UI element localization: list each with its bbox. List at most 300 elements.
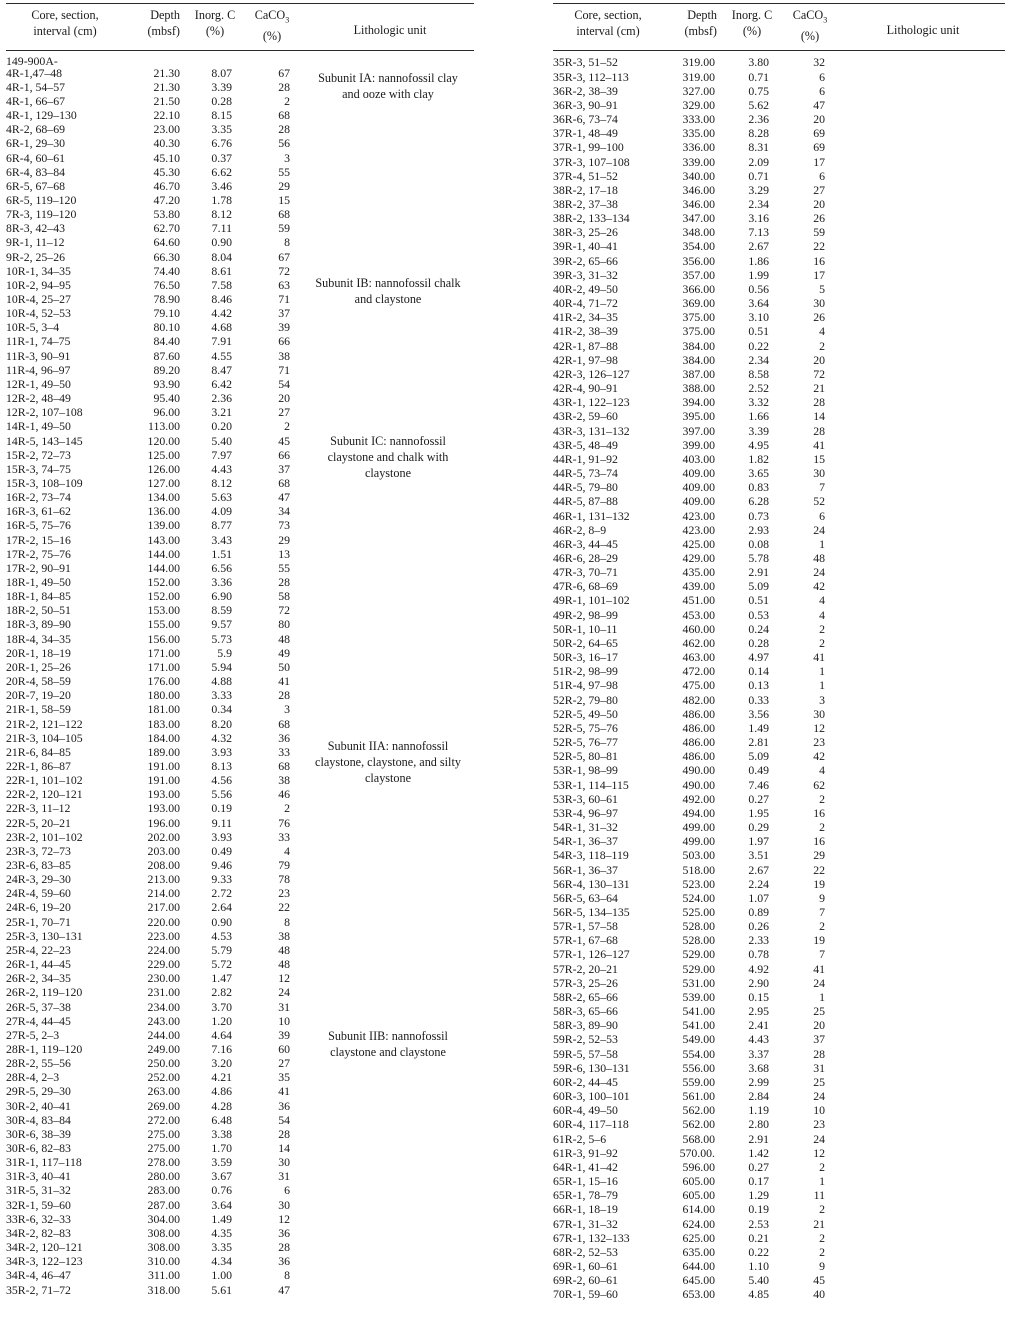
cell-depth: 387.00 — [682, 366, 715, 381]
cell-caco3: 28 — [278, 688, 290, 703]
cell-caco3: 2 — [819, 1159, 825, 1174]
header-inorg-c-right: Inorg. C (%) — [731, 8, 773, 38]
cell-caco3: 36 — [278, 730, 290, 745]
cell-depth: 339.00 — [682, 154, 715, 169]
cell-core: 12R-2, 107–108 — [6, 405, 83, 420]
cell-core: 4R-1, 54–57 — [6, 79, 65, 94]
table-row — [6, 1184, 474, 1198]
cell-depth: 319.00 — [682, 55, 715, 70]
cell-caco3: 16 — [813, 805, 825, 820]
cell-depth: 191.00 — [147, 758, 180, 773]
cell-inorg-c: 8.12 — [211, 207, 232, 222]
cell-core: 38R-2, 133–134 — [553, 211, 630, 226]
cell-caco3: 28 — [813, 1046, 825, 1061]
cell-depth: 429.00 — [682, 551, 715, 565]
cell-inorg-c: 3.32 — [748, 395, 769, 410]
cell-core: 39R-3, 31–32 — [553, 267, 618, 282]
cell-inorg-c: 0.90 — [211, 235, 232, 250]
cell-core: 58R-3, 65–66 — [553, 1004, 618, 1019]
cell-core: 67R-1, 31–32 — [553, 1216, 618, 1231]
table-row — [553, 1203, 1005, 1217]
cell-inorg-c: 0.73 — [748, 508, 769, 523]
cell-inorg-c: 0.13 — [748, 678, 769, 693]
cell-inorg-c: 8.04 — [211, 249, 232, 264]
cell-depth: 605.00 — [682, 1188, 715, 1203]
table-row — [6, 505, 474, 519]
table-row — [553, 864, 1005, 878]
table-row — [553, 184, 1005, 198]
table-row — [6, 1269, 474, 1283]
cell-depth: 202.00 — [147, 829, 180, 844]
cell-depth: 369.00 — [682, 296, 715, 311]
cell-core: 46R-3, 44–45 — [553, 536, 618, 551]
table-row — [6, 845, 474, 859]
cell-inorg-c: 4.64 — [211, 1027, 232, 1042]
table-row — [553, 1062, 1005, 1076]
cell-inorg-c: 0.19 — [748, 1202, 769, 1217]
cell-core: 53R-3, 60–61 — [553, 791, 618, 806]
cell-caco3: 15 — [813, 451, 825, 466]
table-row — [553, 1090, 1005, 1104]
table-row — [553, 566, 1005, 580]
cell-core: 60R-3, 100–101 — [553, 1089, 630, 1104]
cell-inorg-c: 6.62 — [211, 164, 232, 179]
cell-caco3: 48 — [813, 551, 825, 565]
cell-core: 20R-7, 19–20 — [6, 688, 71, 703]
cell-inorg-c: 3.59 — [211, 1155, 232, 1170]
cell-inorg-c: 4.42 — [211, 306, 232, 321]
cell-inorg-c: 6.76 — [211, 136, 232, 151]
cell-inorg-c: 2.91 — [748, 565, 769, 580]
cell-depth: 171.00 — [147, 659, 180, 674]
cell-caco3: 54 — [278, 376, 290, 391]
cell-inorg-c: 4.88 — [211, 674, 232, 689]
cell-depth: 84.40 — [153, 334, 180, 349]
table-row — [553, 56, 1005, 70]
cell-inorg-c: 8.46 — [211, 292, 232, 306]
cell-depth: 366.00 — [682, 281, 715, 296]
cell-depth: 213.00 — [147, 872, 180, 887]
cell-inorg-c: 8.47 — [211, 362, 232, 377]
cell-inorg-c: 3.33 — [211, 688, 232, 703]
cell-caco3: 12 — [278, 971, 290, 986]
cell-core: 11R-1, 74–75 — [6, 334, 71, 349]
cell-depth: 230.00 — [147, 971, 180, 986]
header-core: Core, section, interval (cm) — [31, 8, 99, 38]
cell-inorg-c: 8.13 — [211, 758, 232, 773]
cell-caco3: 13 — [278, 546, 290, 561]
table-row — [6, 1156, 474, 1170]
cell-depth: 283.00 — [147, 1183, 180, 1198]
cell-inorg-c: 3.70 — [211, 999, 232, 1014]
cell-inorg-c: 5.40 — [211, 433, 232, 448]
cell-caco3: 60 — [278, 1041, 290, 1056]
cell-inorg-c: 0.15 — [748, 989, 769, 1004]
cell-caco3: 39 — [278, 320, 290, 335]
cell-inorg-c: 6.48 — [211, 1112, 232, 1127]
cell-depth: 96.00 — [153, 405, 180, 420]
cell-inorg-c: 2.90 — [748, 975, 769, 990]
cell-core: 24R-3, 29–30 — [6, 872, 71, 887]
cell-caco3: 28 — [813, 423, 825, 438]
cell-core: 4R-2, 68–69 — [6, 122, 65, 137]
cell-depth: 346.00 — [682, 197, 715, 211]
header-rule — [6, 50, 474, 51]
cell-depth: 144.00 — [147, 560, 180, 575]
cell-inorg-c: 2.95 — [748, 1004, 769, 1019]
cell-core: 56R-1, 36–37 — [553, 862, 618, 877]
cell-inorg-c: 4.09 — [211, 504, 232, 519]
cell-core: 49R-2, 98–99 — [553, 607, 618, 622]
cell-inorg-c: 5.09 — [748, 579, 769, 594]
cell-inorg-c: 3.51 — [748, 848, 769, 863]
cell-caco3: 2 — [819, 635, 825, 650]
cell-core: 39R-2, 65–66 — [553, 253, 618, 268]
cell-core: 36R-2, 38–39 — [553, 83, 618, 98]
header-inorg-c: Inorg. C (%) — [194, 8, 236, 38]
cell-caco3: 28 — [278, 1240, 290, 1255]
cell-inorg-c: 3.43 — [211, 532, 232, 547]
cell-depth: 217.00 — [147, 900, 180, 915]
table-row — [553, 1175, 1005, 1189]
cell-inorg-c: 4.32 — [211, 730, 232, 745]
cell-inorg-c: 6.56 — [211, 560, 232, 575]
cell-depth: 171.00 — [147, 645, 180, 660]
cell-depth: 152.00 — [147, 589, 180, 604]
cell-depth: 541.00 — [682, 1004, 715, 1019]
cell-depth: 62.70 — [153, 221, 180, 236]
cell-inorg-c: 3.93 — [211, 744, 232, 759]
cell-caco3: 8 — [284, 235, 290, 250]
table-row — [6, 1100, 474, 1114]
cell-inorg-c: 2.72 — [211, 886, 232, 901]
cell-core: 57R-3, 25–26 — [553, 975, 618, 990]
table-row — [6, 831, 474, 845]
table-row — [6, 1284, 474, 1298]
table-row — [553, 637, 1005, 651]
cell-caco3: 33 — [278, 829, 290, 844]
cell-inorg-c: 2.34 — [748, 197, 769, 211]
cell-core: 25R-1, 70–71 — [6, 914, 71, 929]
cell-depth: 529.00 — [682, 947, 715, 962]
table-row — [553, 269, 1005, 283]
cell-inorg-c: 4.85 — [748, 1287, 769, 1302]
cell-inorg-c: 2.82 — [211, 985, 232, 1000]
cell-inorg-c: 2.41 — [748, 1018, 769, 1033]
cell-core: 31R-5, 31–32 — [6, 1183, 71, 1198]
cell-depth: 155.00 — [147, 617, 180, 632]
table-row — [6, 633, 474, 647]
cell-inorg-c: 9.11 — [211, 815, 232, 830]
cell-core: 26R-5, 37–38 — [6, 999, 71, 1014]
cell-caco3: 68 — [278, 207, 290, 222]
cell-inorg-c: 4.86 — [211, 1084, 232, 1099]
cell-depth: 524.00 — [682, 890, 715, 905]
cell-inorg-c: 0.56 — [748, 281, 769, 296]
table-row — [553, 113, 1005, 127]
cell-caco3: 6 — [819, 168, 825, 183]
cell-depth: 23.00 — [153, 122, 180, 137]
cell-inorg-c: 1.97 — [748, 834, 769, 849]
cell-depth: 234.00 — [147, 999, 180, 1014]
cell-caco3: 6 — [284, 1183, 290, 1198]
cell-caco3: 72 — [278, 263, 290, 278]
table-row — [553, 71, 1005, 85]
cell-core: 17R-2, 90–91 — [6, 560, 71, 575]
cell-caco3: 21 — [813, 381, 825, 396]
cell-depth: 625.00 — [682, 1230, 715, 1245]
cell-caco3: 56 — [278, 136, 290, 151]
cell-inorg-c: 3.68 — [748, 1060, 769, 1075]
cell-inorg-c: 5.78 — [748, 551, 769, 565]
cell-core: 43R-5, 48–49 — [553, 437, 618, 452]
cell-depth: 645.00 — [682, 1273, 715, 1288]
cell-inorg-c: 2.36 — [748, 112, 769, 127]
cell-depth: 423.00 — [682, 522, 715, 537]
cell-caco3: 52 — [813, 494, 825, 509]
cell-caco3: 66 — [278, 334, 290, 349]
table-row — [553, 141, 1005, 155]
cell-inorg-c: 6.42 — [211, 376, 232, 391]
cell-depth: 486.00 — [682, 720, 715, 735]
table-row — [553, 467, 1005, 481]
cell-core: 34R-2, 82–83 — [6, 1225, 71, 1240]
cell-caco3: 38 — [278, 773, 290, 788]
table-row — [6, 548, 474, 562]
cell-core: 44R-1, 91–92 — [553, 451, 618, 466]
cell-inorg-c: 1.20 — [211, 1013, 232, 1028]
cell-inorg-c: 3.10 — [748, 310, 769, 325]
table-row — [553, 1246, 1005, 1260]
cell-caco3: 2 — [284, 419, 290, 434]
cell-depth: 21.50 — [153, 93, 180, 108]
cell-core: 11R-3, 90–91 — [6, 348, 71, 363]
cell-caco3: 2 — [819, 621, 825, 636]
table-row — [553, 892, 1005, 906]
table-row — [553, 538, 1005, 552]
cell-inorg-c: 3.56 — [748, 706, 769, 721]
cell-caco3: 59 — [278, 221, 290, 236]
cell-depth: 263.00 — [147, 1084, 180, 1099]
cell-inorg-c: 4.21 — [211, 1070, 232, 1085]
cell-core: 53R-4, 96–97 — [553, 805, 618, 820]
table-row — [6, 887, 474, 901]
cell-inorg-c: 1.49 — [748, 720, 769, 735]
cell-depth: 409.00 — [682, 466, 715, 481]
cell-caco3: 2 — [819, 919, 825, 934]
table-row — [6, 859, 474, 873]
cell-inorg-c: 0.75 — [748, 83, 769, 98]
cell-caco3: 40 — [813, 1287, 825, 1302]
cell-caco3: 27 — [278, 1056, 290, 1071]
table-row — [553, 510, 1005, 524]
table-row — [6, 703, 474, 717]
table-row — [553, 1274, 1005, 1288]
cell-inorg-c: 1.95 — [748, 805, 769, 820]
cell-depth: 21.30 — [153, 79, 180, 94]
table-row — [553, 708, 1005, 722]
cell-core: 15R-3, 108–109 — [6, 475, 83, 490]
cell-core: 17R-2, 75–76 — [6, 546, 71, 561]
table-row — [6, 1142, 474, 1156]
cell-depth: 486.00 — [682, 706, 715, 721]
cell-inorg-c: 1.47 — [211, 971, 232, 986]
table-row — [553, 127, 1005, 141]
cell-core: 17R-2, 15–16 — [6, 532, 71, 547]
cell-caco3: 2 — [284, 93, 290, 108]
cell-depth: 79.10 — [153, 306, 180, 321]
cell-inorg-c: 2.52 — [748, 381, 769, 396]
cell-caco3: 73 — [278, 518, 290, 533]
table-row — [553, 948, 1005, 962]
cell-depth: 76.50 — [153, 277, 180, 292]
cell-core: 27R-5, 2–3 — [6, 1027, 60, 1042]
top-rule — [6, 3, 474, 4]
cell-core: 59R-5, 57–58 — [553, 1046, 618, 1061]
cell-caco3: 1 — [819, 664, 825, 679]
cell-caco3: 20 — [813, 112, 825, 127]
cell-depth: 335.00 — [682, 126, 715, 141]
cell-core: 29R-5, 29–30 — [6, 1084, 71, 1099]
cell-depth: 87.60 — [153, 348, 180, 363]
cell-caco3: 19 — [813, 876, 825, 891]
cell-core: 16R-5, 75–76 — [6, 518, 71, 533]
table-row — [6, 1255, 474, 1269]
cell-inorg-c: 1.70 — [211, 1141, 232, 1155]
cell-caco3: 2 — [819, 1202, 825, 1217]
cell-core: 44R-5, 79–80 — [553, 480, 618, 495]
cell-inorg-c: 2.81 — [748, 735, 769, 750]
cell-inorg-c: 7.46 — [748, 777, 769, 792]
header-lithologic-unit-right: Lithologic unit — [886, 23, 960, 37]
cell-depth: 93.90 — [153, 376, 180, 391]
cell-depth: 556.00 — [682, 1060, 715, 1075]
table-row — [553, 368, 1005, 382]
cell-inorg-c: 3.39 — [748, 423, 769, 438]
cell-core: 25R-4, 22–23 — [6, 942, 71, 957]
table-row — [6, 194, 474, 208]
cell-inorg-c: 3.16 — [748, 211, 769, 226]
cell-depth: 64.60 — [153, 235, 180, 250]
table-row — [553, 524, 1005, 538]
cell-caco3: 8 — [284, 914, 290, 929]
cell-caco3: 15 — [278, 192, 290, 207]
cell-caco3: 23 — [813, 735, 825, 750]
cell-caco3: 2 — [819, 1230, 825, 1245]
cell-depth: 280.00 — [147, 1169, 180, 1184]
cell-depth: 95.40 — [153, 391, 180, 406]
cell-core: 34R-2, 120–121 — [6, 1240, 83, 1255]
hole-label: 149-900A- — [6, 54, 58, 68]
cell-depth: 318.00 — [147, 1282, 180, 1297]
cell-caco3: 9 — [819, 890, 825, 905]
cell-caco3: 26 — [813, 211, 825, 226]
cell-inorg-c: 3.36 — [211, 575, 232, 589]
subunit-iia: Subunit IIA: nannofossil claystone, claystone, and silty claystone — [315, 739, 461, 785]
cell-caco3: 9 — [819, 1259, 825, 1273]
cell-core: 52R-5, 76–77 — [553, 735, 618, 750]
cell-caco3: 38 — [278, 928, 290, 943]
cell-core: 58R-3, 89–90 — [553, 1018, 618, 1033]
cell-caco3: 46 — [278, 787, 290, 802]
cell-core: 16R-3, 61–62 — [6, 504, 71, 519]
cell-caco3: 30 — [278, 1155, 290, 1170]
cell-depth: 278.00 — [147, 1155, 180, 1170]
table-row — [6, 1213, 474, 1227]
cell-caco3: 30 — [813, 466, 825, 481]
table-row — [553, 679, 1005, 693]
cell-inorg-c: 4.95 — [748, 437, 769, 452]
table-row — [553, 1048, 1005, 1062]
cell-inorg-c: 0.51 — [748, 593, 769, 608]
table-row — [553, 594, 1005, 608]
subunit-iib: Subunit IIB: nannofossil claystone and claystone — [328, 1029, 448, 1059]
cell-inorg-c: 0.20 — [211, 419, 232, 434]
table-row — [553, 1133, 1005, 1147]
table-row — [553, 580, 1005, 594]
cell-depth: 554.00 — [682, 1046, 715, 1061]
cell-caco3: 17 — [813, 154, 825, 169]
cell-caco3: 34 — [278, 504, 290, 519]
table-row — [553, 764, 1005, 778]
cell-core: 21R-3, 104–105 — [6, 730, 83, 745]
cell-caco3: 31 — [278, 1169, 290, 1184]
cell-depth: 275.00 — [147, 1141, 180, 1155]
table-row — [553, 609, 1005, 623]
cell-inorg-c: 3.80 — [748, 55, 769, 70]
subunit-ib: Subunit IB: nannofossil chalk and claystone — [315, 276, 461, 306]
table-row — [553, 878, 1005, 892]
cell-depth: 53.80 — [153, 207, 180, 222]
cell-depth: 80.10 — [153, 320, 180, 335]
table-row — [553, 1161, 1005, 1175]
table-row — [6, 491, 474, 505]
cell-caco3: 20 — [813, 197, 825, 211]
table-row — [553, 198, 1005, 212]
table-row — [553, 396, 1005, 410]
cell-depth: 224.00 — [147, 942, 180, 957]
cell-inorg-c: 7.16 — [211, 1041, 232, 1056]
cell-core: 26R-2, 119–120 — [6, 985, 83, 1000]
cell-inorg-c: 1.78 — [211, 192, 232, 207]
cell-core: 27R-4, 44–45 — [6, 1013, 71, 1028]
table-row — [6, 958, 474, 972]
cell-core: 68R-2, 52–53 — [553, 1244, 618, 1259]
cell-depth: 156.00 — [147, 631, 180, 646]
header-rule-right — [553, 50, 1005, 51]
cell-caco3: 68 — [278, 758, 290, 773]
table-row — [6, 802, 474, 816]
cell-caco3: 47 — [813, 97, 825, 112]
cell-depth: 403.00 — [682, 451, 715, 466]
cell-caco3: 27 — [278, 405, 290, 420]
cell-core: 32R-1, 59–60 — [6, 1197, 71, 1212]
cell-inorg-c: 0.83 — [748, 480, 769, 495]
cell-inorg-c: 1.19 — [748, 1103, 769, 1118]
cell-depth: 272.00 — [147, 1112, 180, 1127]
cell-core: 43R-1, 122–123 — [553, 395, 630, 410]
cell-core: 6R-4, 83–84 — [6, 164, 65, 179]
cell-core: 28R-2, 55–56 — [6, 1056, 71, 1071]
cell-depth: 287.00 — [147, 1197, 180, 1212]
cell-core: 30R-4, 83–84 — [6, 1112, 71, 1127]
cell-core: 30R-6, 82–83 — [6, 1141, 71, 1155]
table-row — [6, 661, 474, 675]
table-row — [553, 212, 1005, 226]
cell-caco3: 32 — [813, 55, 825, 70]
table-row — [6, 901, 474, 915]
cell-caco3: 3 — [819, 692, 825, 707]
